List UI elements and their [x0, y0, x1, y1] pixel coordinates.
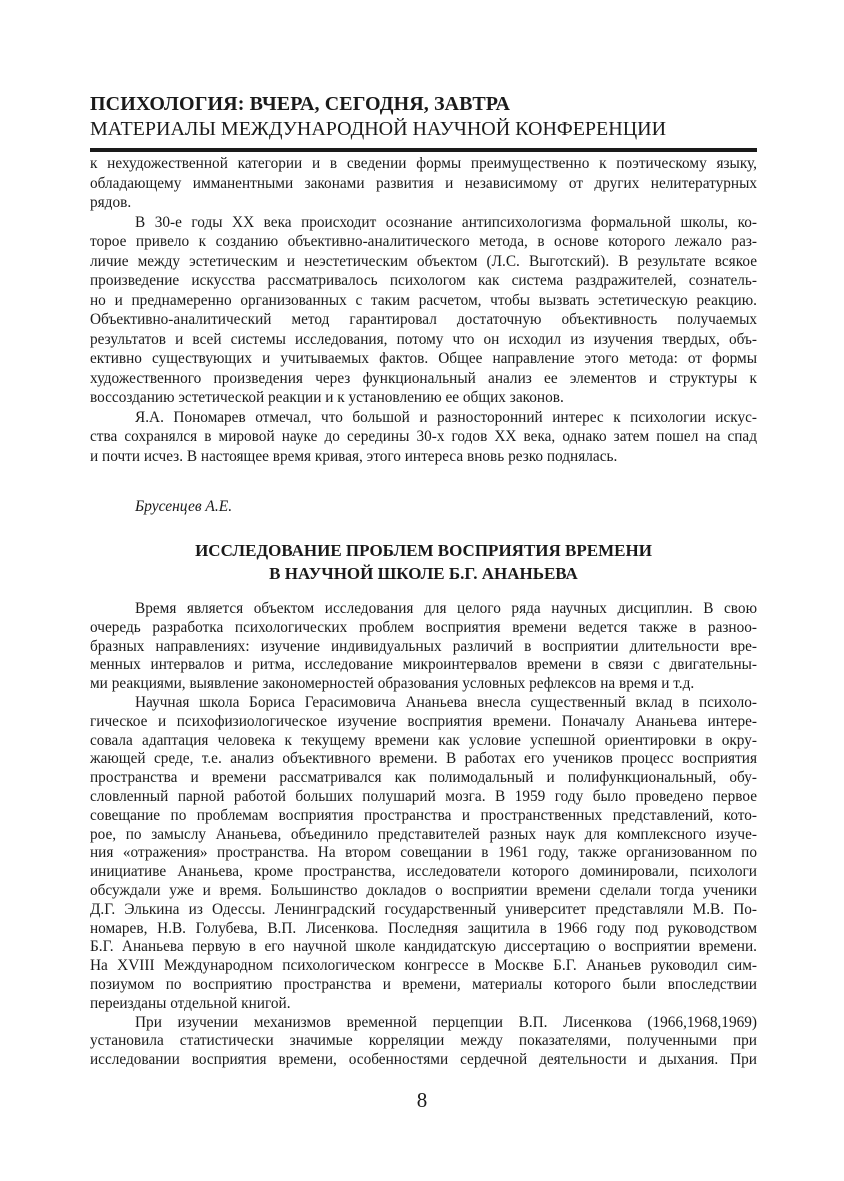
text-line: На XVIII Международном психологическом конгрессе в Москве Б.Г. Ананьев руководил сим-: [90, 957, 757, 975]
page-number: 8: [416, 1088, 428, 1112]
text-line: ства сохранялся в мировой науке до середины 30-х годов XX века, однако затем пошел на спад: [90, 428, 757, 445]
text-line: Д.Г. Элькина из Одессы. Ленинградский государственный университет представляли М.В. По-: [90, 900, 757, 918]
text-line: и почти исчез. В настоящее время кривая, этого интереса вновь резко поднялась.: [90, 447, 618, 465]
text-line: воссозданию эстетической реакции и к установлению ее общих законов.: [90, 389, 564, 406]
text-line: При изучении механизмов временной перцепции В.П. Лисенкова (1966,1968,1969): [135, 1013, 757, 1031]
running-header-title: ПСИХОЛОГИЯ: ВЧЕРА, СЕГОДНЯ, ЗАВТРА: [90, 93, 511, 115]
text-line: рое, по замыслу Ананьева, объединило представителей разных наук для комплексного изуче-: [90, 825, 757, 843]
text-line: торое привело к созданию объективно-аналитического метода, в основе которого лежало раз-: [90, 233, 757, 250]
paragraph: [90, 213, 757, 408]
paragraph: [90, 1014, 757, 1070]
text-line: рядов.: [90, 194, 132, 211]
paragraph: [90, 600, 757, 694]
text-line: ния «отражения» пространства. На втором совещании в 1961 году, также организованном по: [90, 844, 757, 862]
text-line: к нехудожественной категории и в сведении формы преимущественно к поэтическому языку,: [90, 155, 757, 172]
paragraph: [90, 694, 757, 1014]
text-line: Научная школа Бориса Герасимовича Ананьева внесла существенный вклад в психоло-: [135, 693, 757, 711]
text-line: личие между эстетическим и неэстетическим объектом (Л.С. Выготский). В результате всякое: [90, 252, 757, 270]
text-line: ективно существующих и учитываемых фактов. Общее направление этого метода: от формы: [90, 350, 757, 367]
text-line: гическое и психофизиологическое изучение восприятия времени. Поначалу Ананьева интере-: [90, 712, 757, 730]
text-line: исследовании восприятия времени, особенностями сердечной деятельности и дыхания. При: [90, 1051, 757, 1069]
text-line: позиумом по восприятию пространства и времени, материалы которого были впоследствии: [90, 975, 757, 993]
article-title-line-2: В НАУЧНОЙ ШКОЛЕ Б.Г. АНАНЬЕВА: [269, 564, 578, 583]
text-line: но и преднамеренно организованных с таким расчетом, чтобы вызвать эстетическую реакцию.: [90, 291, 757, 309]
text-line: бразных направлениях: изучение индивидуальных различий в восприятии длительности вре-: [90, 637, 757, 655]
paragraph: [90, 154, 757, 213]
text-line: совала адаптация человека к текущему времени как условие успешной ориентировки в окру-: [90, 731, 757, 749]
text-line: менных интервалов и ритма, исследование микроинтервалов времени в связи с двигательны-: [90, 656, 757, 674]
text-line: обладающему имманентными законами развития и независимому от других нелитературных: [90, 174, 757, 192]
text-line: словленный парной работой больших полушарий мозга. В 1959 году было проведено первое: [90, 787, 757, 805]
text-line: В 30-е годы XX века происходит осознание антипсихологизма формальной школы, ко-: [135, 213, 757, 231]
text-line: номарев, Н.В. Голубева, В.П. Лисенкова. Последняя защитила в 1966 году под руководством: [90, 919, 757, 937]
text-line: произведение искусства рассматривалось психологом как система раздражителей, сознатель-: [90, 272, 757, 289]
paragraph: [90, 408, 757, 467]
text-line: инициативе Ананьева, кроме пространства, исследователи которого доминировали, психологи: [90, 863, 757, 881]
article-author: Брусенцев А.Е.: [135, 498, 233, 515]
running-header-subtitle: МАТЕРИАЛЫ МЕЖДУНАРОДНОЙ НАУЧНОЙ КОНФЕРЕНЦИИ: [90, 118, 667, 140]
text-line: ми реакциями, выявление закономерностей образования условных рефлексов на время и т.д.: [90, 675, 695, 693]
text-line: жающей среде, т.е. анализ объективного времени. В работах его учеников процесс восприятия: [90, 750, 757, 768]
text-line: Объективно-аналитический метод гарантировал достаточную объективность получаемых: [90, 311, 757, 328]
text-line: Время является объектом исследования для целого ряда научных дисциплин. В свою: [135, 600, 757, 617]
text-line: результатов и всей системы исследования, потому что он исходил из изучения твердых, объ-: [90, 330, 757, 348]
text-line: очередь разработка психологических проблем восприятия времени ведется также в разноо-: [90, 618, 757, 636]
text-line: установила статистически значимые корреляции между показателями, полученными при: [90, 1032, 757, 1050]
text-line: Я.А. Пономарев отмечал, что большой и разносторонний интерес к психологии искус-: [135, 408, 757, 426]
text-line: обсуждали уже и время. Большинство докладов о восприятии времени сделали тогда ученики: [90, 881, 757, 899]
previous-article-text: [90, 154, 757, 466]
header-rule: [90, 148, 757, 152]
text-line: Б.Г. Ананьева первую в его научной школе кандидатскую диссертацию о восприятии времени.: [90, 938, 757, 956]
article-body-text: [90, 600, 757, 1070]
text-line: пространства и времени рассматривался как полимодальный и полифункциональный, обу-: [90, 769, 757, 787]
text-line: переизданы отдельной книгой.: [90, 994, 291, 1012]
article-title-line-1: ИССЛЕДОВАНИЕ ПРОБЛЕМ ВОСПРИЯТИЯ ВРЕМЕНИ: [195, 541, 652, 560]
text-line: художественного произведения через функциональный анализ ее элементов и структуры к: [90, 369, 757, 387]
text-line: совещание по проблемам восприятия пространства и пространственных представлений, кото-: [90, 806, 757, 824]
